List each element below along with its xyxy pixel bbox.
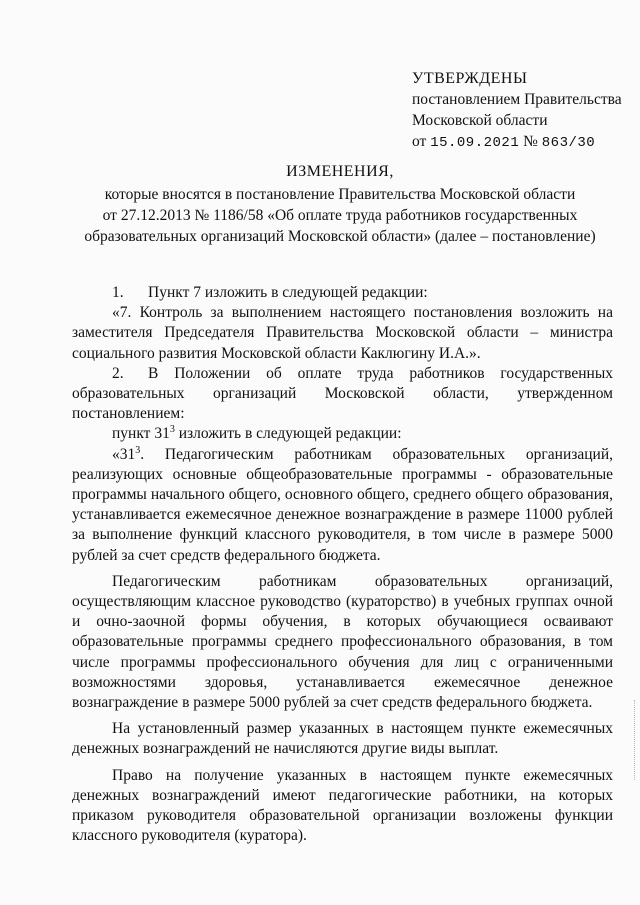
quote-point-7: «7. Контроль за выполнением настоящего постановления возложить на заместителя Председателя Правительства Московской области – министра социального развития Московской области Каклюгину И.А.». bbox=[72, 304, 613, 362]
paragraph-31-3-text: . Педагогическим работникам образовательных организаций, реализующих основные общеобразовательные программы - образовательные программы начального общего, основного общего, среднего общего образования, устанавливается ежемесячное денежное вознаграждение в размере 11000 рублей за выполнение функций классного руководителя, в том числе в размере 5000 рублей за счет средств федерального бюджета. bbox=[72, 445, 613, 564]
point-prefix: пункт 31 bbox=[112, 425, 170, 443]
item-1-text: Пункт 7 изложить в следующей редакции: bbox=[148, 284, 428, 301]
item-1 bbox=[72, 283, 613, 303]
title-line-1: которые вносятся в постановление Правительства Московской области bbox=[104, 186, 576, 203]
item-1-number: 1. bbox=[112, 284, 124, 301]
paragraph-31-3-prefix: «31 bbox=[112, 445, 136, 463]
item-2-text: В Положении об оплате труда работников государственных образовательных организаций Московской области, утвержденном постановлением: bbox=[72, 364, 613, 423]
title-line-3: образовательных организаций Московской области» (далее – постановление) bbox=[84, 228, 596, 245]
approval-date: 15.09.2021 bbox=[430, 135, 520, 151]
paragraph-4: Право на получение указанных в настоящем пункте ежемесячных денежных вознаграждений имеют педагогические работники, на которых приказом руководителя образовательной организации возложены функции классного руководителя (куратора). bbox=[72, 766, 613, 845]
point-suffix: изложить в следующей редакции: bbox=[174, 425, 402, 443]
scan-edge-mark bbox=[634, 700, 636, 780]
paragraph-31-3 bbox=[72, 445, 613, 566]
point-sup: 3 bbox=[169, 424, 175, 436]
point-31-intro bbox=[72, 424, 613, 444]
approval-number-sign: № bbox=[523, 133, 538, 150]
title-line-2: от 27.12.2013 № 1186/58 «Об оплате труда работников государственных bbox=[102, 207, 578, 224]
approval-line-1: постановлением Правительства bbox=[412, 91, 622, 108]
approval-block bbox=[412, 68, 622, 154]
approval-number: 863/30 bbox=[541, 135, 596, 151]
item-2-number: 2. bbox=[112, 364, 124, 382]
approval-line-2: Московской области bbox=[412, 112, 548, 129]
approval-heading: УТВЕРЖДЕНЫ bbox=[412, 70, 528, 87]
title-heading: ИЗМЕНЕНИЯ, bbox=[286, 163, 394, 180]
paragraph-3: На установленный размер указанных в настоящем пункте ежемесячных денежных вознаграждений не начисляются другие виды выплат. bbox=[72, 720, 613, 758]
paragraph-2: Педагогическим работникам образовательных организаций, осуществляющим классное руководство (кураторство) в учебных группах очной и очно-заочной формы обучения, в которых обучающиеся осваивают образовательные программы среднего профессионального образования, в том числе программы профессионального обучения для лиц с ограниченными возможностями здоровья, устанавливается ежемесячное денежное вознаграждение в размере 5000 рублей за счет средств федерального бюджета. bbox=[72, 572, 613, 712]
document-title bbox=[60, 161, 620, 247]
paragraph-31-3-sup: 3 bbox=[135, 444, 141, 456]
item-2 bbox=[72, 364, 613, 425]
document-body bbox=[72, 283, 613, 846]
approval-date-line bbox=[412, 131, 622, 154]
approval-date-prefix: от bbox=[412, 133, 427, 150]
